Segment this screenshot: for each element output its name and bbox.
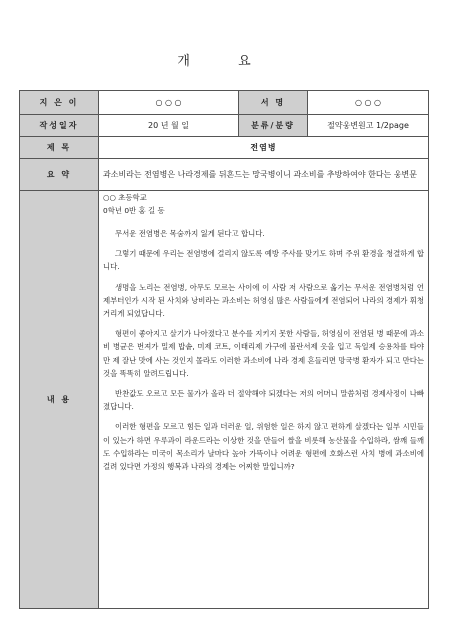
date-label: 작성일자 [20, 115, 99, 137]
date-value: 20 년 월 일 [99, 115, 239, 137]
school-line: ○○ 초등학교 [103, 193, 147, 202]
signature-value: ○ ○ ○ [308, 91, 429, 115]
content-body [99, 191, 429, 609]
student-line: 0학년 0반 홍 길 동 [103, 206, 165, 215]
paragraph-6: 이러한 형편을 모르고 힘든 일과 더러운 일, 위험한 일은 하지 않고 편하게 살겠다는 일부 시민들이 있는가 하면 우루과이 라운드라는 이상한 것을 만들어 쌀을 비롯해 농산물을 수입하라, 쌈꺠 들깨도 수입하라는 미국이 목소리가 날마다 높아 가뜩이나 어려운 형편에 호화스런 사치 병에 과소비에 걸려 있다면 가정의 행복과 나라의 경제는 어찌한 말입니까? [103, 422, 424, 472]
topic-value: 전염병 [99, 137, 429, 159]
summary-value: 과소비라는 전염병은 나라경제를 뒤흔드는 망국병이니 과소비를 추방하여야 한다는 웅변문 [99, 159, 429, 191]
author-value: ○ ○ ○ [99, 91, 239, 115]
paragraph-2: 그렇기 때문에 우리는 전염병에 걸리지 않도록 예방 주사를 맞기도 하며 주위 환경을 청결하게 합니다. [103, 249, 424, 272]
topic-label: 제 목 [20, 137, 99, 159]
document-title: 개 요 [177, 54, 273, 69]
category-label: 분류/분량 [239, 115, 308, 137]
content-label: 내 용 [20, 191, 99, 609]
overview-form [19, 90, 429, 609]
paragraph-3: 생명을 노리는 전염병, 아무도 모르는 사이에 이 사람 저 사람으로 옮기는 무서운 전염병처럼 언제부터인가 시작 된 사치와 낭비라는 과소비는 허영심 많은 사람들에게 전염되어 나라의 경제가 휘청거리게 되었답니다. [103, 282, 424, 319]
author-label: 지 은 이 [20, 91, 99, 115]
category-value: 절약웅변원고 1/2page [308, 115, 429, 137]
paragraph-4: 형편이 좋아지고 살기가 나아졌다고 분수를 지키지 못한 사람들, 허영심이 전염된 병 때문에 과소비 병균은 번져가 밀제 밥솥, 미제 코트, 이태리제 가구에 불란서제 옷을 입고 독일제 승용차를 타야만 제 잘난 맛에 사는 것인지 몰라도 이러한 과소비에 나라 경제 흔들리면 망국병 환자가 되고 만다는 것을 똑똑히 알려드립니다. [103, 329, 424, 378]
signature-label: 서 명 [239, 91, 308, 115]
paragraph-1: 무서운 전염병은 목숨까지 잃게 된다고 합니다. [115, 229, 265, 238]
paragraph-5: 반찬값도 오르고 모든 물가가 올라 더 절약해야 되겠다는 저의 어머니 말씀처럼 경제사정이 나빠졌답니다. [103, 389, 424, 412]
summary-label: 요 약 [20, 159, 99, 191]
